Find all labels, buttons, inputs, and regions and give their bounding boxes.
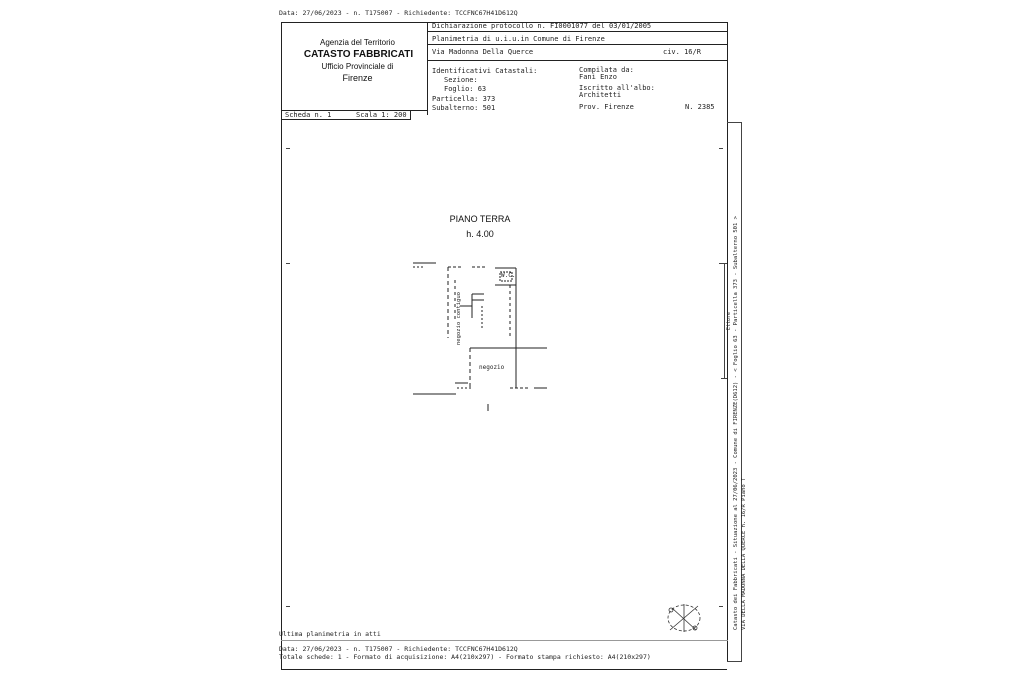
agency-line3: Ufficio Provinciale di (321, 62, 394, 71)
margin-tick (286, 606, 290, 607)
dimension-line (724, 263, 725, 379)
frame-bottom (281, 640, 728, 641)
label-wc: W.C. (501, 272, 516, 279)
margin-tick (719, 606, 723, 607)
label-negozio: negozio (479, 364, 505, 371)
scala-text: Scala 1: 200 (356, 111, 407, 119)
plan-unit-text: Planimetria di u.i.u.in Comune di Firenze (432, 35, 605, 43)
foglio-text: Foglio: 63 (444, 85, 487, 93)
footer-line1: Data: 27/06/2023 - n. T175007 - Richiedente: TCCFNC67H41D612Q (279, 645, 518, 653)
side-address-text: VIA DELLA MADONNA DELLA QUERCE n. 16/R Piano T (741, 477, 747, 630)
side-mark-text: Ettore (726, 311, 732, 330)
margin-tick (286, 263, 290, 264)
identifiers-title: Identificativi Catastali: (432, 67, 538, 75)
iscritto-label: Iscritto all'albo: (579, 84, 655, 92)
compilata-da-label: Compilata da: (579, 66, 634, 74)
civic-text: civ. 16/R (663, 48, 701, 56)
top-data-line: Data: 27/06/2023 - n. T175007 - Richiedente: TCCFNC67H41D612Q (279, 9, 518, 17)
subalterno-text: Subalterno: 501 (432, 104, 496, 112)
agency-line1: Agenzia del Territorio (319, 38, 395, 47)
frame-bottom-outer (281, 669, 727, 670)
albo-text: Architetti (579, 91, 622, 99)
agency-box-divider (427, 22, 428, 115)
frame-right (727, 22, 728, 662)
prov-text: Prov. Firenze (579, 103, 634, 111)
label-negozio-contiguo: negozio contiguo (456, 292, 462, 345)
address-text: Via Madonna Della Querce (432, 48, 534, 56)
numero-text: N. 2385 (685, 103, 715, 111)
particella-text: Particella: 373 (432, 95, 496, 103)
footer-line2: Totale schede: 1 - Formato di acquisizione: A4(210x297) - Formato stampa richiesto: A4(210x297) (279, 653, 651, 661)
compass-icon (662, 600, 704, 638)
compilata-nome: Fani Enzo (579, 73, 617, 81)
agency-line2: CATASTO FABBRICATI (303, 49, 414, 60)
protocol-text: Dichiarazione protocollo n. FI0001077 del 03/01/2005 (432, 22, 652, 30)
margin-tick (719, 148, 723, 149)
plan-title: PIANO TERRA (449, 214, 511, 224)
margin-tick (286, 148, 290, 149)
plan-height: h. 4.00 (466, 229, 494, 239)
side-situazione-text: Catasto dei Fabbricati - Situazione al 27/06/2023 - Comune di FIRENZE(D612) - < Foglio 63 - Particella 373 - Subalterno 501 > (733, 216, 739, 630)
ultima-planimetria: Ultima planimetria in atti (279, 630, 381, 638)
floor-plan-drawing (410, 258, 560, 418)
scheda-text: Scheda n. 1 (285, 111, 332, 119)
agency-line4: Firenze (342, 73, 373, 83)
sezione-text: Sezione: (444, 76, 478, 84)
